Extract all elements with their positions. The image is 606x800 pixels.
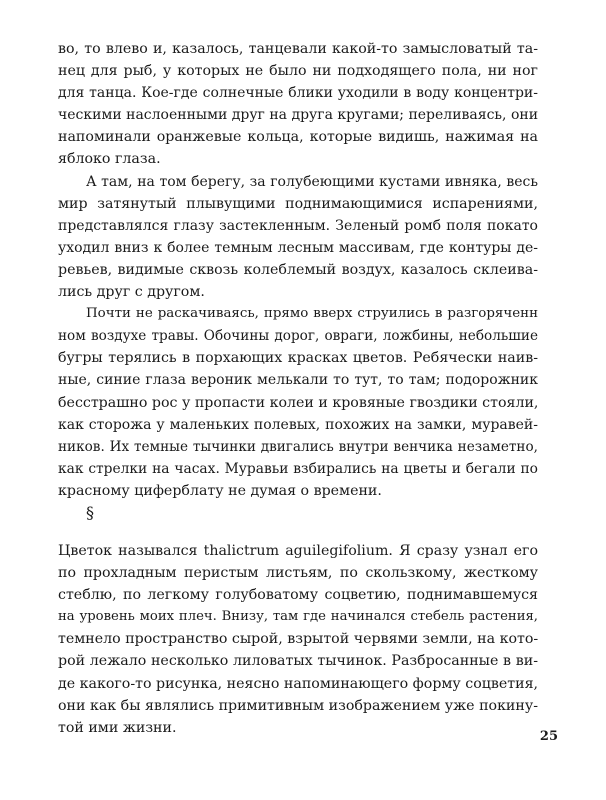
top-text-block xyxy=(58,38,538,502)
text-line: ческими наслоенными друг на друга кругами; переливаясь, они xyxy=(58,107,539,124)
text-line: А там, на том берегу, за голубеющими кустами ивняка, весь xyxy=(86,173,538,190)
text-line: представлялся глазу застекленным. Зеленый ромб поля покато xyxy=(58,217,538,234)
text-line: во, то влево и, казалось, танцевали какой-то замысловатый та- xyxy=(58,41,538,57)
text-line: на уровень моих плеч. Внизу, там где начинался стебель растения, xyxy=(58,609,538,625)
text-line: ные, синие глаза вероник мелькали то тут, то там; подорожник xyxy=(58,372,538,389)
text-line: как сторожа у маленьких полевых, похожих на замки, муравей- xyxy=(58,416,538,433)
text-line: бесстрашно рос у пропасти колеи и кровяные гвоздики стояли, xyxy=(58,394,539,411)
paragraph-3 xyxy=(58,303,538,502)
text-line: ников. Их темные тычинки двигались внутри венчика незаметно, xyxy=(58,438,538,455)
text-line: красному циферблату не думая о времени. xyxy=(58,482,382,499)
text-line: как стрелки на часах. Муравьи взбирались на цветы и бегали по xyxy=(58,460,538,477)
paragraph-2 xyxy=(58,171,538,304)
text-line: рой лежало несколько лиловатых тычинок. Разбросанные в ви- xyxy=(58,653,538,670)
text-line: ном воздухе травы. Обочины дорог, овраги, ложбины, небольшие xyxy=(58,328,538,345)
text-line: нец для рыб, у которых не было ни подходящего пола, ни ног xyxy=(58,63,538,80)
text-line: Цветок назывался thalictrum aguilegifolium. Я сразу узнал его xyxy=(58,543,538,559)
section-mark: § xyxy=(86,503,94,522)
page-number: 25 xyxy=(539,729,558,744)
text-line: ревьев, видимые сквозь колеблемый воздух, казалось склеива- xyxy=(58,261,538,278)
text-line: напоминали оранжевые кольца, которые видишь, нажимая на xyxy=(58,129,538,146)
paragraph-4 xyxy=(58,540,538,739)
paragraph-1 xyxy=(58,38,538,171)
text-line: для танца. Кое-где солнечные блики уходили в воду концентри- xyxy=(58,85,538,102)
text-line: де какого-то рисунка, неясно напоминающего форму соцветия, xyxy=(58,675,539,692)
text-line: стеблю, по легкому голубоватому соцветию, поднимавшемуся xyxy=(58,587,538,604)
text-line: мир затянутый плывущими поднимающимися испарениями, xyxy=(58,195,538,212)
text-line: по прохладным перистым листьям, по скользкому, жесткому xyxy=(58,565,538,582)
bottom-text-block xyxy=(58,540,538,739)
text-line: уходил вниз к более темным лесным массивам, где контуры де- xyxy=(58,239,538,256)
text-line: бугры терялись в порхающих красках цветов. Ребячески наив- xyxy=(58,350,538,367)
text-line: лись друг с другом. xyxy=(58,284,205,301)
text-line: Почти не раскачиваясь, прямо вверх струились в разгоряченн xyxy=(86,306,538,322)
text-line: яблоко глаза. xyxy=(58,151,161,168)
text-line: они как бы являлись примитивным изображением уже покину- xyxy=(58,697,538,714)
text-line: темнело пространство сырой, взрытой червями земли, на кото- xyxy=(58,631,539,648)
text-line: той ими жизни. xyxy=(58,719,177,736)
